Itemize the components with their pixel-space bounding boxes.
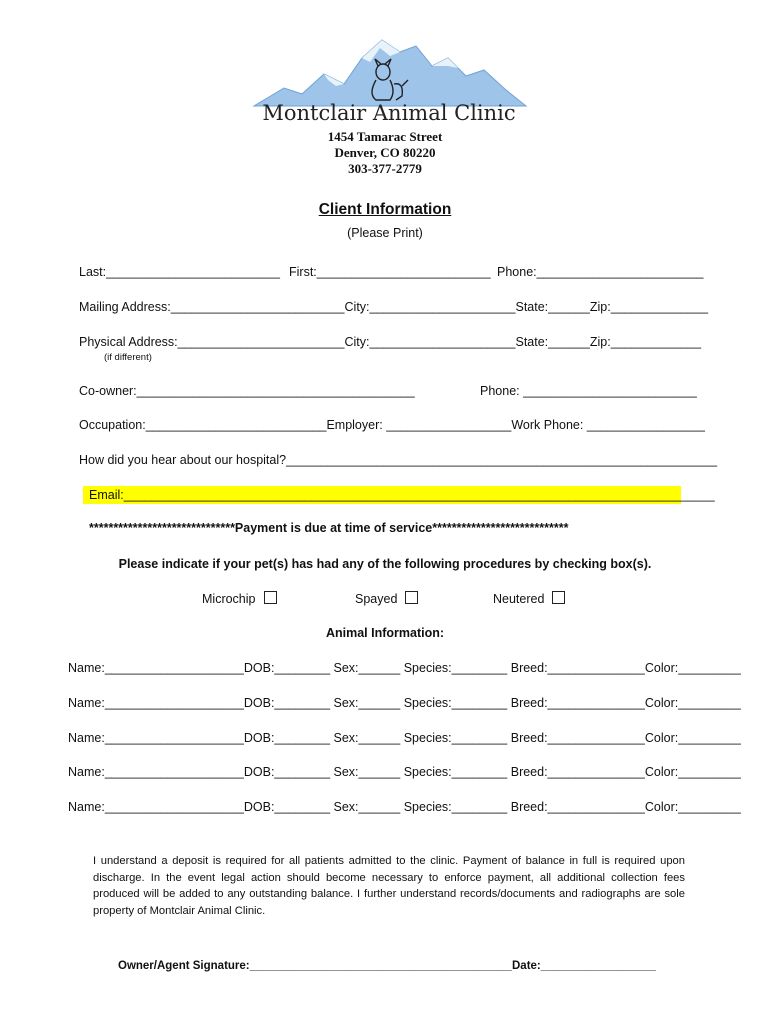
date-field[interactable]: Date:__________________ <box>512 960 656 972</box>
email-field[interactable]: Email:_____________________________________________________________________________________ <box>89 488 715 502</box>
spayed-label: Spayed <box>355 592 398 606</box>
microchip-checkbox[interactable] <box>264 591 277 604</box>
animal-row[interactable]: Name:____________________DOB:________ Sex:______ Species:________ Breed:______________Color:_________ <box>68 696 741 710</box>
neutered-checkbox[interactable] <box>552 591 565 604</box>
clinic-phone: 303-377-2779 <box>348 161 422 176</box>
spayed-checkbox[interactable] <box>405 591 418 604</box>
neutered-label: Neutered <box>493 592 545 606</box>
neutered-option[interactable] <box>493 591 565 606</box>
payment-notice: ******************************Payment is due at time of service**************************** <box>89 521 569 535</box>
animal-row[interactable]: Name:____________________DOB:________ Sex:______ Species:________ Breed:______________Color:_________ <box>68 800 741 814</box>
physical-address-field[interactable]: Physical Address:________________________City:_____________________State:______Zip:_____________ <box>79 335 702 349</box>
logo-text: Montclair Animal Clinic <box>262 101 516 125</box>
page-title: Client Information <box>318 201 452 218</box>
coowner-phone-field[interactable]: Phone: _________________________ <box>480 384 697 398</box>
microchip-option[interactable] <box>202 591 277 606</box>
referral-source-field[interactable]: How did you hear about our hospital?______________________________________________________________ <box>79 453 718 467</box>
mailing-address-field[interactable]: Mailing Address:_________________________City:_____________________State:______Zip:______________ <box>79 300 709 314</box>
if-different-note: (if different) <box>104 352 152 363</box>
signature-field[interactable]: Owner/Agent Signature:_________________________________________ <box>118 960 512 972</box>
animal-info-heading: Animal Information: <box>325 626 445 640</box>
occupation-employer-row[interactable]: Occupation:__________________________Employer: __________________Work Phone: _________________ <box>79 418 706 432</box>
clinic-logo <box>244 36 534 128</box>
spayed-option[interactable] <box>355 591 418 606</box>
page-subtitle: (Please Print) <box>347 226 423 240</box>
agreement-text: I understand a deposit is required for all patients admitted to the clinic. Payment of balance in full is required upon discharge. In the event legal action should become necessary to enforce payment, all additional collection fees produced will be added to any outstanding balance. I further understand records/documents and radiographs are sole property of Montclair Animal Clinic. <box>93 855 685 917</box>
animal-row[interactable]: Name:____________________DOB:________ Sex:______ Species:________ Breed:______________Color:_________ <box>68 731 741 745</box>
address-street: 1454 Tamarac Street <box>327 129 443 144</box>
last-name-field[interactable]: Last:_________________________ <box>79 265 280 279</box>
animal-row[interactable]: Name:____________________DOB:________ Sex:______ Species:________ Breed:______________Color:_________ <box>68 661 741 675</box>
procedures-instruction: Please indicate if your pet(s) has had any of the following procedures by checking box(s). <box>118 557 652 571</box>
microchip-label: Microchip <box>202 592 256 606</box>
animal-row[interactable]: Name:____________________DOB:________ Sex:______ Species:________ Breed:______________Color:_________ <box>68 765 741 779</box>
address-city: Denver, CO 80220 <box>334 145 436 160</box>
phone-field[interactable]: Phone:________________________ <box>497 265 704 279</box>
first-name-field[interactable]: First:_________________________ <box>289 265 491 279</box>
coowner-field[interactable]: Co-owner:________________________________________ <box>79 384 415 398</box>
